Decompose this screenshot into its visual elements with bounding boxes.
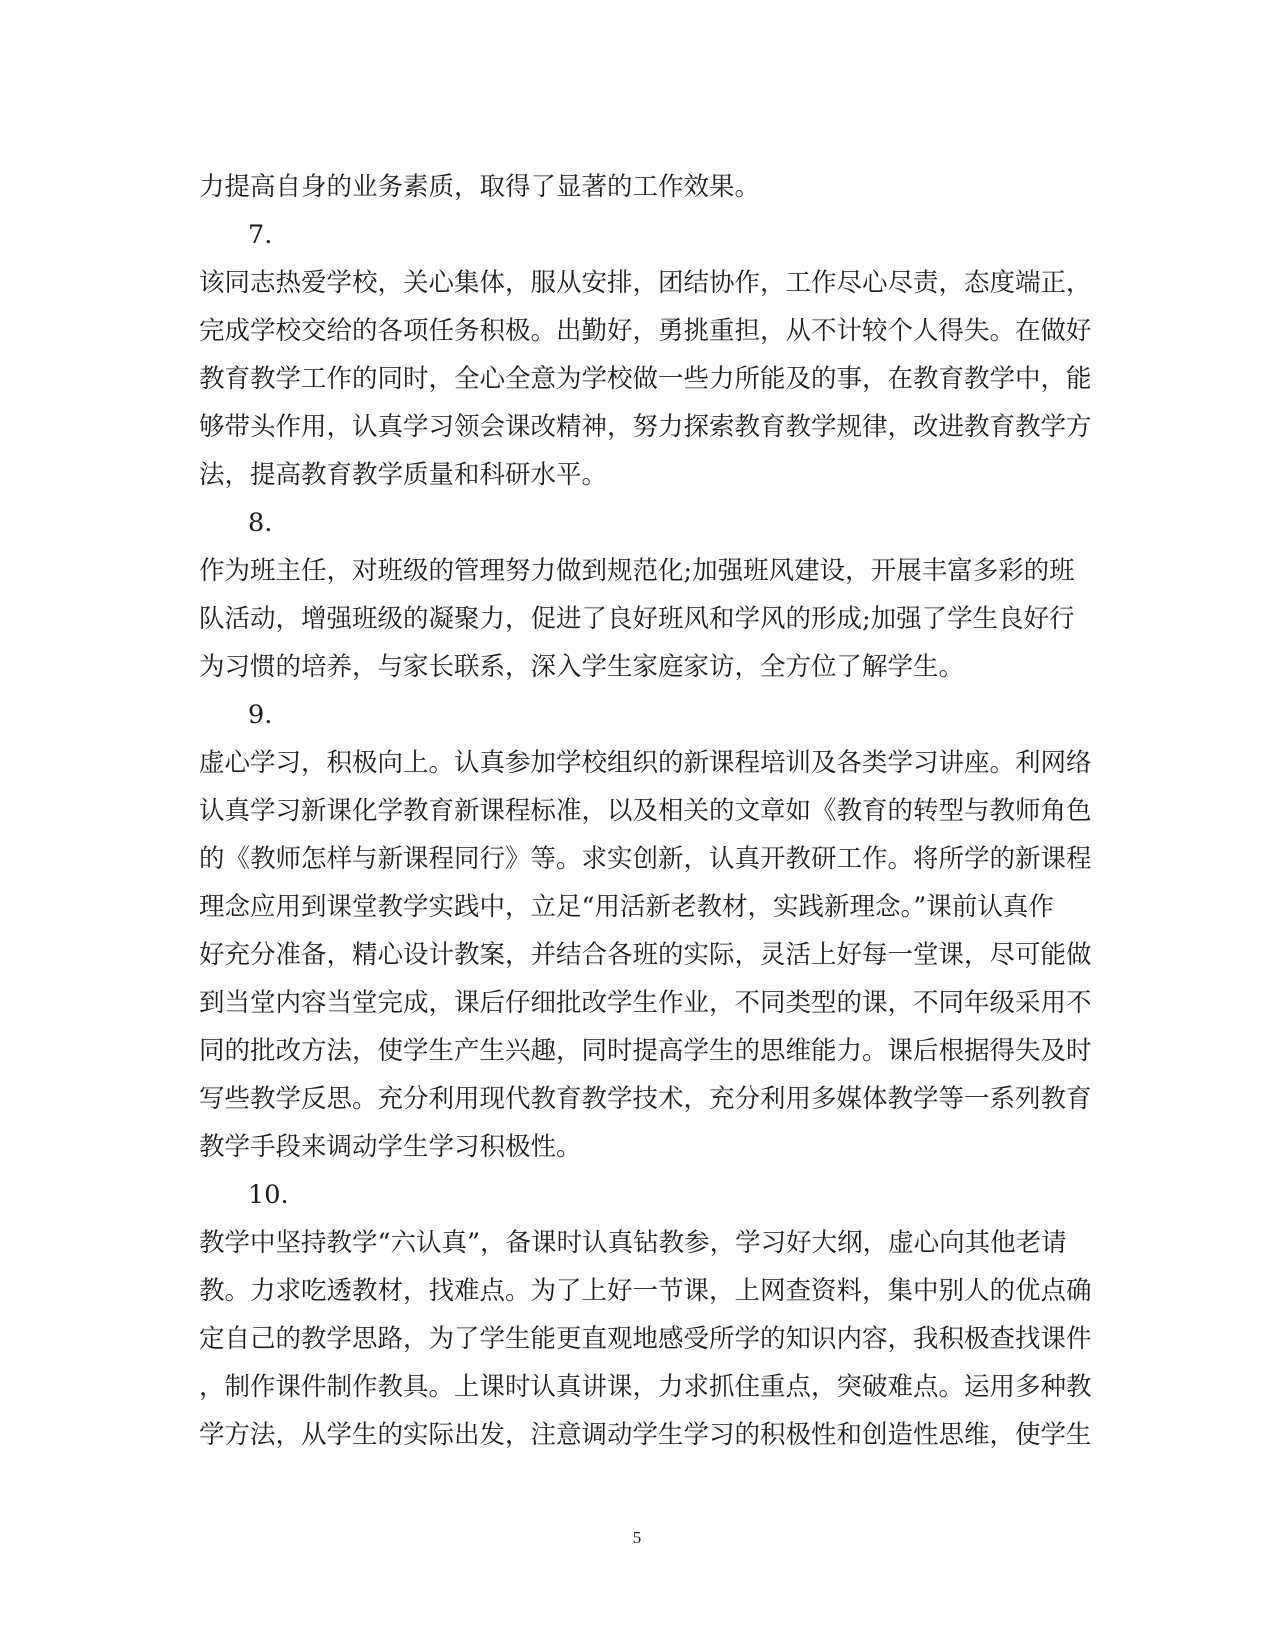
- item-number: 8.: [248, 508, 273, 538]
- text-line: 好充分准备，精心设计教案，并结合各班的实际，灵活上好每一堂课，尽可能做: [199, 940, 1092, 970]
- text-line: 力提高自身的业务素质，取得了显著的工作效果。: [199, 172, 761, 202]
- text-line: 队活动，增强班级的凝聚力，促进了良好班风和学风的形成;加强了学生良好行: [199, 604, 1075, 634]
- page-number: 5: [632, 1528, 642, 1547]
- text-line: 教学手段来调动学生学习积极性。: [199, 1132, 582, 1162]
- text-line: 同的批改方法，使学生产生兴趣，同时提高学生的思维能力。课后根据得失及时: [199, 1036, 1092, 1066]
- text-line: 法，提高教育教学质量和科研水平。: [199, 460, 608, 490]
- text-line: ，制作课件制作教具。上课时认真讲课，力求抓住重点，突破难点。运用多种教: [199, 1372, 1092, 1402]
- text-line: 认真学习新课化学教育新课程标准，以及相关的文章如《教育的转型与教师角色: [199, 796, 1092, 826]
- text-line: 够带头作用，认真学习领会课改精神，努力探索教育教学规律，改进教育教学方: [199, 412, 1092, 442]
- text-line: 完成学校交给的各项任务积极。出勤好，勇挑重担，从不计较个人得失。在做好: [199, 316, 1092, 346]
- text-line: 该同志热爱学校，关心集体，服从安排，团结协作，工作尽心尽责，态度端正，: [199, 268, 1092, 298]
- text-line: 学方法，从学生的实际出发，注意调动学生学习的积极性和创造性思维，使学生: [199, 1420, 1092, 1450]
- text-line: 理念应用到课堂教学实践中，立足“用活新老教材，实践新理念。”课前认真作: [199, 892, 1054, 922]
- item-number: 7.: [248, 220, 273, 250]
- document-body: [199, 163, 1092, 1459]
- text-line: 写些教学反思。充分利用现代教育教学技术，充分利用多媒体教学等一系列教育: [199, 1084, 1092, 1114]
- text-line: 的《教师怎样与新课程同行》等。求实创新，认真开教研工作。将所学的新课程: [199, 844, 1092, 874]
- text-line: 教学中坚持教学“六认真”，备课时认真钻教参，学习好大纲，虚心向其他老请: [199, 1228, 1067, 1258]
- text-line: 作为班主任，对班级的管理努力做到规范化;加强班风建设，开展丰富多彩的班: [199, 556, 1075, 586]
- text-line: 教。力求吃透教材，找难点。为了上好一节课，上网查资料，集中别人的优点确: [199, 1276, 1092, 1306]
- text-line: 到当堂内容当堂完成，课后仔细批改学生作业，不同类型的课，不同年级采用不: [199, 988, 1092, 1018]
- text-line: 虚心学习，积极向上。认真参加学校组织的新课程培训及各类学习讲座。利网络: [199, 748, 1092, 778]
- item-number: 9.: [248, 700, 273, 730]
- item-number: 10.: [248, 1180, 289, 1210]
- text-line: 定自己的教学思路，为了学生能更直观地感受所学的知识内容，我积极查找课件: [199, 1324, 1092, 1354]
- text-line: 教育教学工作的同时，全心全意为学校做一些力所能及的事，在教育教学中，能: [199, 364, 1092, 394]
- text-line: 为习惯的培养，与家长联系，深入学生家庭家访，全方位了解学生。: [199, 652, 965, 682]
